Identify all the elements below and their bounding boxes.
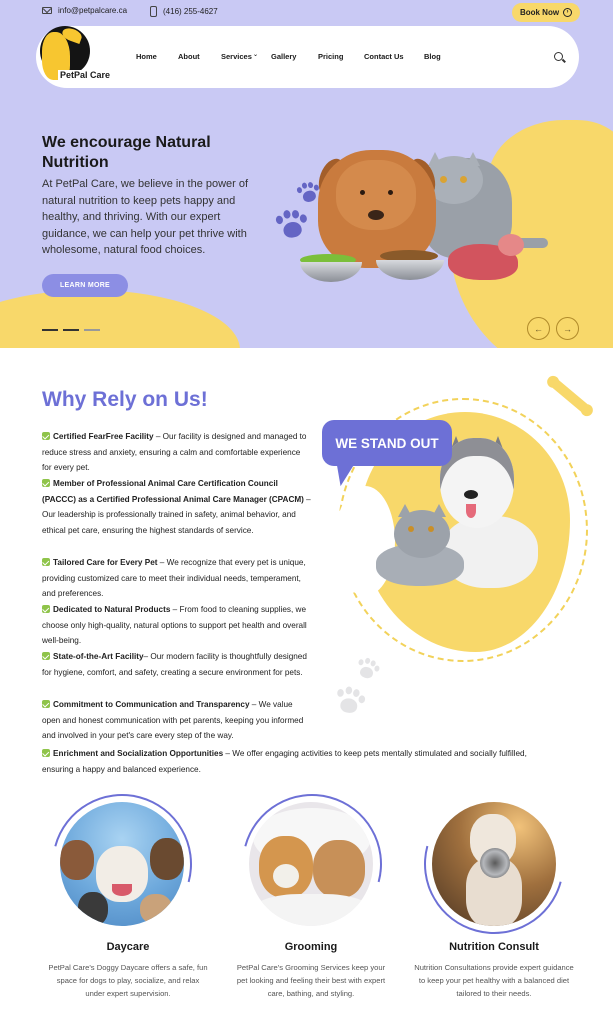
chevron-down-icon: ⌄: [253, 52, 259, 58]
feature-title: Commitment to Communication and Transparency: [53, 700, 250, 709]
nav-pricing[interactable]: Pricing: [318, 52, 344, 61]
contact-email[interactable]: [42, 6, 127, 15]
feature-text: – Our facility is designed and managed to reduce stress and anxiety, ensuring a calm and comfortable experience for every pet.: [42, 432, 307, 473]
feature-item: [42, 649, 312, 680]
food-bowl-icon: [376, 260, 444, 280]
cat-eye: [428, 526, 434, 532]
puppy-eye: [388, 190, 393, 195]
search-icon[interactable]: [554, 52, 563, 61]
service-title-nutrition: Nutrition Consult: [449, 941, 539, 953]
book-now-label: Book Now: [519, 8, 560, 17]
we-stand-out-bubble: WE STAND OUT: [322, 420, 452, 466]
feature-item: [42, 555, 312, 602]
kitten-eye: [440, 176, 447, 183]
feature-title: Enrichment and Socialization Opportunities: [53, 749, 224, 758]
email-text: info@petpalcare.ca: [58, 6, 128, 15]
slider-prev-arrow-icon[interactable]: ←: [527, 317, 550, 340]
food-bowl-icon: [300, 262, 362, 282]
feature-text: – We offer engaging activities to keep pets mentally stimulated and socially fulfilled, ensuring a happy and balanced experience.: [42, 749, 527, 774]
paw-print-icon: [354, 656, 381, 683]
kitten-eye: [460, 176, 467, 183]
check-icon: [42, 432, 50, 440]
grooming-image[interactable]: [249, 802, 373, 926]
nav-about[interactable]: About: [178, 52, 200, 61]
bone-icon: [549, 377, 591, 414]
slider-dot-active[interactable]: [42, 329, 58, 331]
service-title-daycare: Daycare: [106, 941, 150, 953]
hero-title: We encourage Natural Nutrition: [42, 134, 211, 171]
cat-eye: [408, 526, 414, 532]
slider-next-arrow-icon[interactable]: →: [556, 317, 579, 340]
why-section-title: Why Rely on Us!: [42, 388, 208, 411]
contact-phone[interactable]: [150, 6, 218, 17]
feature-title: Dedicated to Natural Products: [53, 605, 171, 614]
slider-dots: [42, 329, 100, 331]
puppy-nose: [368, 210, 384, 220]
book-now-button[interactable]: [512, 3, 580, 22]
check-icon: [42, 605, 50, 613]
feature-text: – From food to cleaning supplies, we choose only high-quality, natural options to support pet health and overall well-being.: [42, 605, 307, 646]
hero-yellow-blob-left: [0, 290, 240, 348]
learn-more-button[interactable]: LEARN MORE: [42, 274, 128, 297]
feature-title: Tailored Care for Every Pet: [53, 558, 158, 567]
feature-text: – Our leadership is professionally trained in safety, animal behavior, and ethical pet care, ensuring the highest standards of service.: [42, 494, 311, 535]
nutrition-consult-image[interactable]: [432, 802, 556, 926]
check-icon: [42, 652, 50, 660]
service-title-grooming: Grooming: [284, 941, 338, 953]
hero-section: [0, 0, 613, 348]
mail-icon: [42, 7, 52, 14]
nav-blog[interactable]: Blog: [424, 52, 441, 61]
arrow-right-icon: ›: [563, 8, 572, 17]
logo-text: PetPal Care: [60, 70, 111, 80]
logo[interactable]: [40, 26, 120, 88]
check-icon: [42, 558, 50, 566]
service-text-nutrition: Nutrition Consultations provide expert guidance to keep your pet healthy with a balanced diet tailored to their needs.: [414, 963, 574, 998]
cat-head: [394, 510, 450, 558]
phone-text: (416) 255-4627: [163, 7, 218, 16]
nav-home[interactable]: Home: [136, 52, 157, 61]
service-text-grooming: PetPal Care's Grooming Services keep your pet looking and feeling their best with expert care, bathing, and styling.: [236, 963, 386, 998]
husky-tongue: [466, 504, 476, 518]
nav-gallery[interactable]: Gallery: [271, 52, 297, 61]
service-text-daycare: PetPal Care's Doggy Daycare offers a safe, fun space for dogs to play, socialize, and relax under expert supervision.: [48, 963, 208, 998]
feature-title: Member of Professional Animal Care Certification Council (PACCC) as a Certified Professional Animal Care Manager (CPACM): [42, 479, 304, 504]
husky-nose: [464, 490, 478, 499]
nav-services[interactable]: Services: [221, 52, 252, 61]
nav-contact[interactable]: Contact Us: [364, 52, 404, 61]
slider-dot[interactable]: [63, 329, 79, 331]
check-icon: [42, 749, 50, 757]
daycare-image[interactable]: [60, 802, 184, 926]
feature-text: – Our modern facility is thoughtfully designed for hygiene, comfort, and safety, creating a secure environment for pets.: [42, 652, 307, 677]
feature-item: [42, 429, 312, 476]
feature-text: – We recognize that every pet is unique, providing customized care to meet their individual needs, temperament, and preferences.: [42, 558, 306, 599]
paw-print-icon: [332, 684, 365, 717]
hero-description: At PetPal Care, we believe in the power of natural nutrition to keep pets happy and healthy, and thriving. With our expert guidance, we can help your pet thrive with wholesome, natural food choices.: [42, 178, 249, 256]
check-icon: [42, 700, 50, 708]
check-icon: [42, 479, 50, 487]
feature-item: [42, 697, 312, 744]
paw-print-icon: [273, 207, 309, 243]
top-contact-bar: [0, 0, 613, 24]
feature-item: [42, 602, 312, 649]
feature-title: State-of-the-Art Facility: [53, 652, 144, 661]
feature-title: Certified FearFree Facility: [53, 432, 154, 441]
feature-item: [42, 746, 552, 777]
slider-dot[interactable]: [84, 329, 100, 331]
phone-icon: [150, 6, 157, 17]
feature-text: – We value open and honest communication with pet parents, keeping you informed and involved in your pet's care every step of the way.: [42, 700, 304, 741]
feature-item: [42, 476, 312, 538]
raw-meat-image: [498, 234, 524, 256]
puppy-eye: [360, 190, 365, 195]
